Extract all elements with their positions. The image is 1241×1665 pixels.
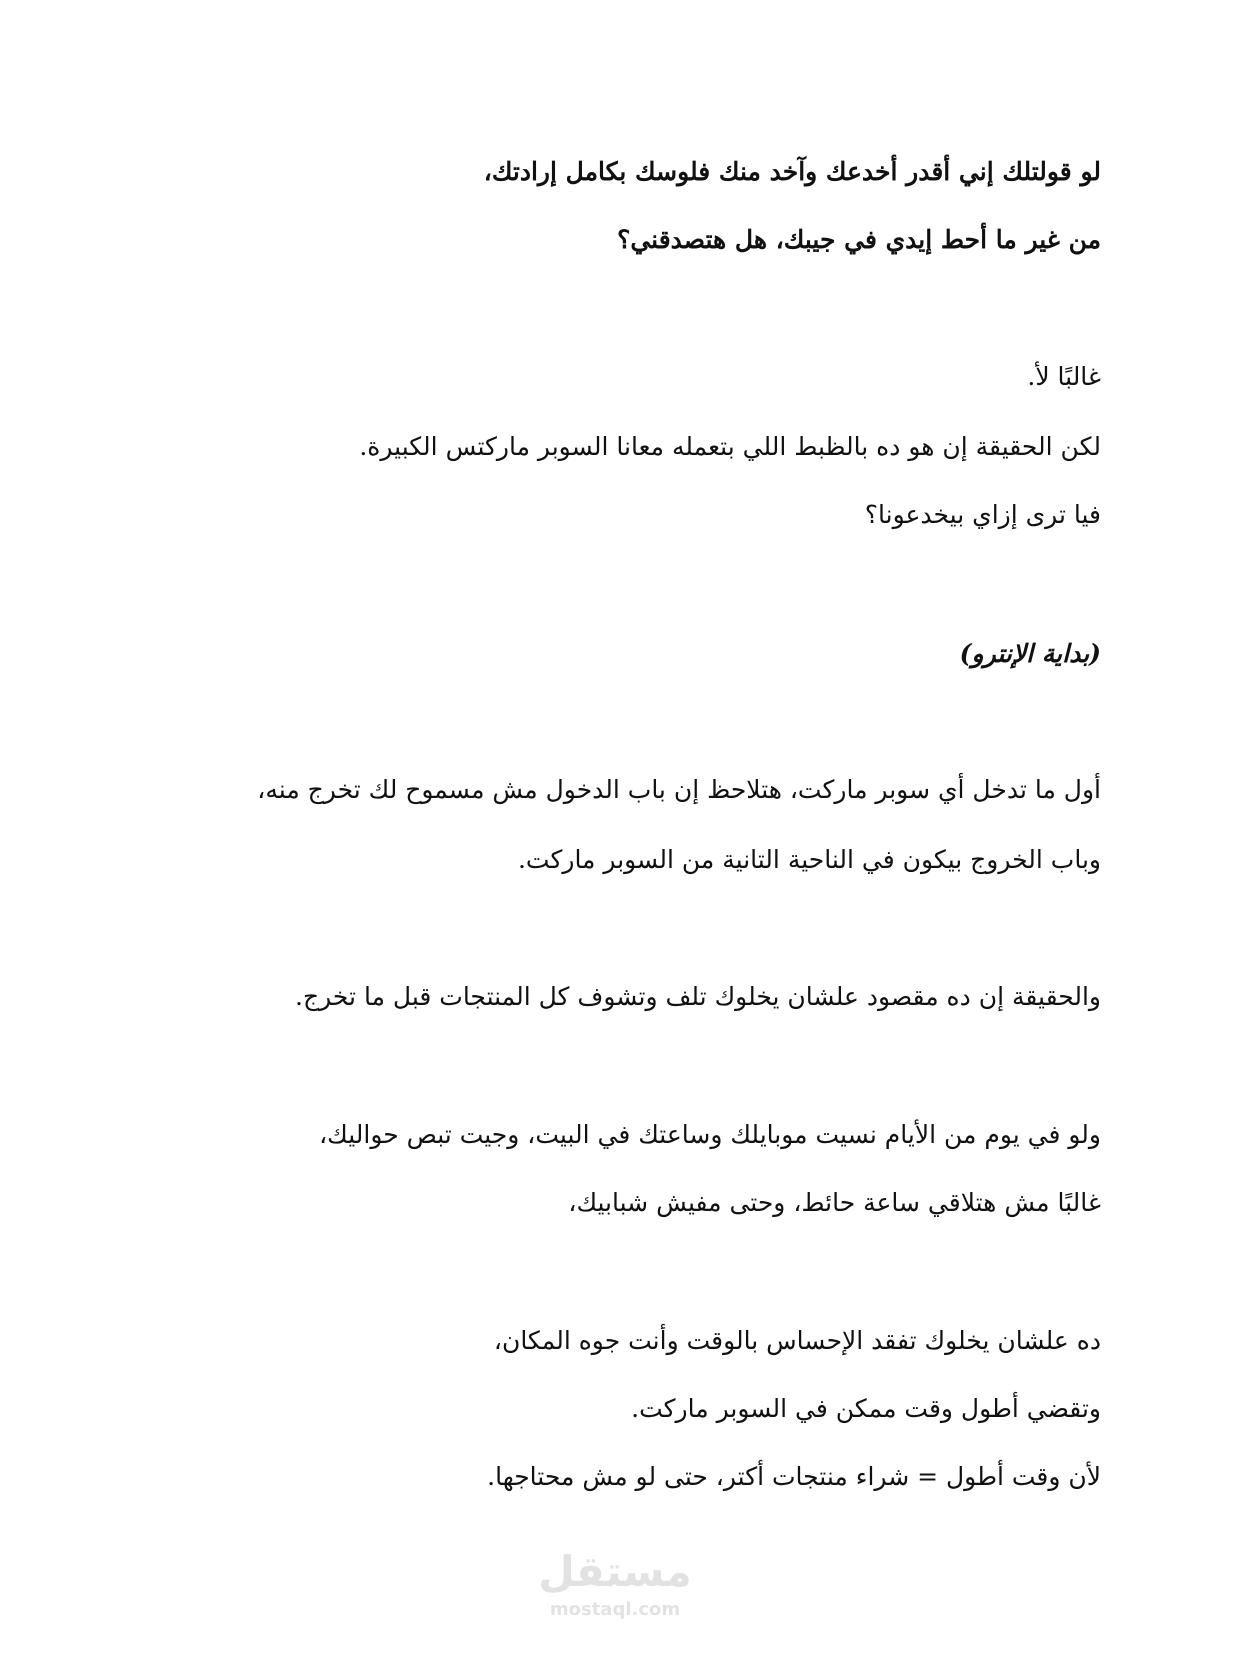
paragraph-4-line-1: ولو في يوم من الأيام نسيت موبايلك وساعتك في البيت، وجيت تبص حواليك، <box>319 1120 1101 1149</box>
paragraph-5-line-2: وتقضي أطول وقت ممكن في السوبر ماركت. <box>631 1394 1101 1423</box>
paragraph-1-line-1: غالبًا لأ. <box>1027 362 1101 391</box>
paragraph-5-line-1: ده علشان يخلوك تفقد الإحساس بالوقت وأنت جوه المكان، <box>493 1326 1101 1355</box>
watermark-domain: mostaql.com <box>549 1599 681 1620</box>
section-marker: (بداية الإنترو) <box>959 639 1101 668</box>
intro-line-2: من غير ما أحط إيدي في جيبك، هل هتصدقني؟ <box>617 225 1101 254</box>
paragraph-2-line-2: وباب الخروج بيكون في الناحية التانية من السوبر ماركت. <box>517 845 1101 874</box>
watermark-logo: مستقل <box>538 1547 692 1596</box>
paragraph-2-line-1: أول ما تدخل أي سوبر ماركت، هتلاحظ إن باب الدخول مش مسموح لك تخرج منه، <box>257 775 1101 804</box>
paragraph-4-line-2: غالبًا مش هتلاقي ساعة حائط، وحتى مفيش شبابيك، <box>568 1188 1101 1217</box>
intro-line-1: لو قولتلك إني أقدر أخدعك وآخد منك فلوسك بكامل إرادتك، <box>483 157 1101 186</box>
paragraph-3-line-1: والحقيقة إن ده مقصود علشان يخلوك تلف وتشوف كل المنتجات قبل ما تخرج. <box>295 982 1101 1011</box>
paragraph-5-line-3: لأن وقت أطول = شراء منتجات أكتر، حتى لو مش محتاجها. <box>487 1462 1101 1491</box>
paragraph-1-line-3: فيا ترى إزاي بيخدعونا؟ <box>864 500 1101 529</box>
mostaql-watermark <box>530 1545 700 1655</box>
paragraph-1-line-2: لكن الحقيقة إن هو ده بالظبط اللي بتعمله معانا السوبر ماركتس الكبيرة. <box>359 432 1101 461</box>
